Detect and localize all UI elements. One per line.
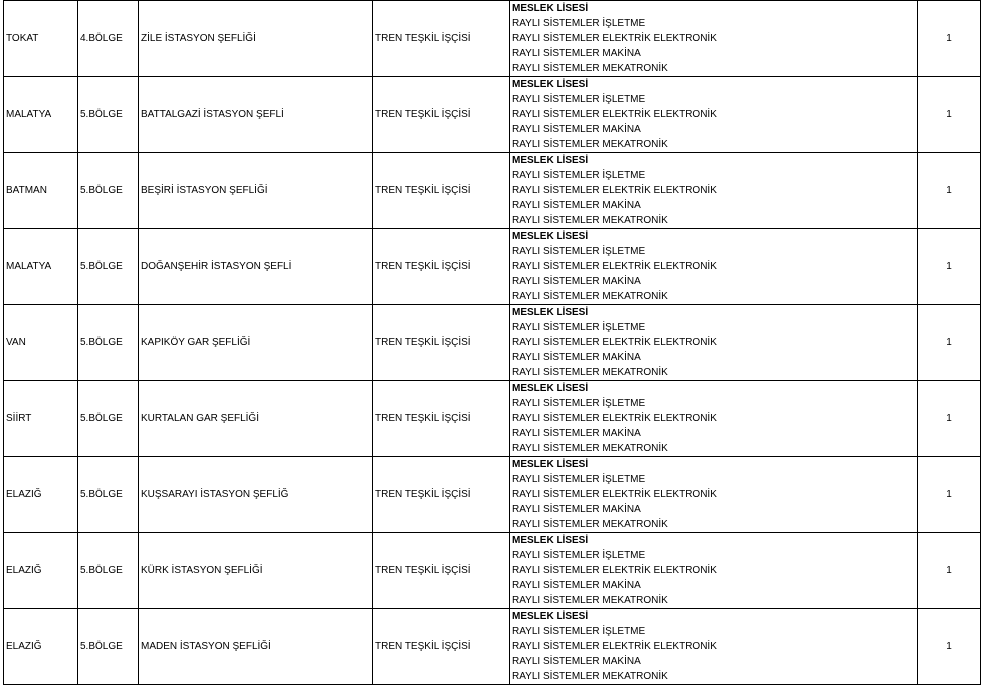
region-cell: 5.BÖLGE: [78, 229, 139, 305]
education-program: RAYLI SİSTEMLER MEKATRONİK: [512, 443, 668, 454]
education-program: RAYLI SİSTEMLER MAKİNA: [512, 428, 641, 439]
education-heading: MESLEK LİSESİ: [512, 535, 589, 546]
table-row: [4, 457, 981, 533]
city-cell: TOKAT: [4, 1, 78, 77]
education-program: RAYLI SİSTEMLER MEKATRONİK: [512, 215, 668, 226]
education-program: RAYLI SİSTEMLER ELEKTRİK ELEKTRONİK: [512, 641, 717, 652]
unit-cell: KÜRK İSTASYON ŞEFLİĞİ: [139, 533, 373, 609]
education-program: RAYLI SİSTEMLER ELEKTRİK ELEKTRONİK: [512, 565, 717, 576]
position-cell: TREN TEŞKİL İŞÇİSİ: [373, 609, 510, 685]
position-cell: TREN TEŞKİL İŞÇİSİ: [373, 1, 510, 77]
education-program: RAYLI SİSTEMLER ELEKTRİK ELEKTRONİK: [512, 261, 717, 272]
education-cell: [510, 305, 918, 381]
city-cell: ELAZIĞ: [4, 609, 78, 685]
city-cell: SİİRT: [4, 381, 78, 457]
job-listing-table: [3, 0, 981, 685]
education-program: RAYLI SİSTEMLER İŞLETME: [512, 626, 646, 637]
table-row: [4, 305, 981, 381]
unit-cell: KURTALAN GAR ŞEFLİĞİ: [139, 381, 373, 457]
education-program: RAYLI SİSTEMLER MAKİNA: [512, 48, 641, 59]
education-program: RAYLI SİSTEMLER MEKATRONİK: [512, 139, 668, 150]
table-row: [4, 77, 981, 153]
education-heading: MESLEK LİSESİ: [512, 231, 589, 242]
education-program: RAYLI SİSTEMLER MEKATRONİK: [512, 63, 668, 74]
region-cell: 5.BÖLGE: [78, 77, 139, 153]
table-row: [4, 1, 981, 77]
education-heading: MESLEK LİSESİ: [512, 383, 589, 394]
city-cell: MALATYA: [4, 229, 78, 305]
education-program: RAYLI SİSTEMLER MAKİNA: [512, 352, 641, 363]
count-cell: 1: [918, 533, 981, 609]
count-cell: 1: [918, 381, 981, 457]
education-cell: [510, 153, 918, 229]
count-cell: 1: [918, 305, 981, 381]
position-cell: TREN TEŞKİL İŞÇİSİ: [373, 533, 510, 609]
education-cell: [510, 1, 918, 77]
unit-cell: ZİLE İSTASYON ŞEFLİĞİ: [139, 1, 373, 77]
education-cell: [510, 229, 918, 305]
region-cell: 5.BÖLGE: [78, 457, 139, 533]
education-program: RAYLI SİSTEMLER MEKATRONİK: [512, 519, 668, 530]
table-row: [4, 153, 981, 229]
education-program: RAYLI SİSTEMLER MEKATRONİK: [512, 671, 668, 682]
region-cell: 5.BÖLGE: [78, 533, 139, 609]
table-row: [4, 229, 981, 305]
education-program: RAYLI SİSTEMLER MAKİNA: [512, 580, 641, 591]
education-heading: MESLEK LİSESİ: [512, 611, 589, 622]
count-cell: 1: [918, 77, 981, 153]
region-cell: 5.BÖLGE: [78, 609, 139, 685]
table-row: [4, 533, 981, 609]
education-program: RAYLI SİSTEMLER MAKİNA: [512, 200, 641, 211]
city-cell: BATMAN: [4, 153, 78, 229]
education-heading: MESLEK LİSESİ: [512, 155, 589, 166]
education-program: RAYLI SİSTEMLER İŞLETME: [512, 322, 646, 333]
education-program: RAYLI SİSTEMLER İŞLETME: [512, 18, 646, 29]
region-cell: 5.BÖLGE: [78, 153, 139, 229]
count-cell: 1: [918, 229, 981, 305]
unit-cell: MADEN İSTASYON ŞEFLİĞİ: [139, 609, 373, 685]
education-heading: MESLEK LİSESİ: [512, 307, 589, 318]
education-cell: [510, 609, 918, 685]
city-cell: ELAZIĞ: [4, 533, 78, 609]
count-cell: 1: [918, 457, 981, 533]
education-program: RAYLI SİSTEMLER ELEKTRİK ELEKTRONİK: [512, 33, 717, 44]
education-program: RAYLI SİSTEMLER ELEKTRİK ELEKTRONİK: [512, 489, 717, 500]
region-cell: 4.BÖLGE: [78, 1, 139, 77]
education-program: RAYLI SİSTEMLER İŞLETME: [512, 246, 646, 257]
count-cell: 1: [918, 609, 981, 685]
education-heading: MESLEK LİSESİ: [512, 79, 589, 90]
education-program: RAYLI SİSTEMLER İŞLETME: [512, 94, 646, 105]
education-program: RAYLI SİSTEMLER MAKİNA: [512, 124, 641, 135]
education-program: RAYLI SİSTEMLER İŞLETME: [512, 398, 646, 409]
education-program: RAYLI SİSTEMLER ELEKTRİK ELEKTRONİK: [512, 413, 717, 424]
education-heading: MESLEK LİSESİ: [512, 459, 589, 470]
position-cell: TREN TEŞKİL İŞÇİSİ: [373, 229, 510, 305]
city-cell: VAN: [4, 305, 78, 381]
table-body: [4, 1, 981, 685]
education-cell: [510, 77, 918, 153]
education-program: RAYLI SİSTEMLER ELEKTRİK ELEKTRONİK: [512, 109, 717, 120]
education-program: RAYLI SİSTEMLER MEKATRONİK: [512, 367, 668, 378]
city-cell: ELAZIĞ: [4, 457, 78, 533]
education-heading: MESLEK LİSESİ: [512, 3, 589, 14]
education-cell: [510, 533, 918, 609]
job-listing-sheet: [3, 0, 980, 685]
education-program: RAYLI SİSTEMLER MEKATRONİK: [512, 291, 668, 302]
position-cell: TREN TEŞKİL İŞÇİSİ: [373, 153, 510, 229]
count-cell: 1: [918, 153, 981, 229]
unit-cell: KAPIKÖY GAR ŞEFLİĞİ: [139, 305, 373, 381]
education-program: RAYLI SİSTEMLER ELEKTRİK ELEKTRONİK: [512, 337, 717, 348]
education-cell: [510, 381, 918, 457]
city-cell: MALATYA: [4, 77, 78, 153]
education-program: RAYLI SİSTEMLER ELEKTRİK ELEKTRONİK: [512, 185, 717, 196]
education-program: RAYLI SİSTEMLER MAKİNA: [512, 656, 641, 667]
table-row: [4, 609, 981, 685]
region-cell: 5.BÖLGE: [78, 381, 139, 457]
position-cell: TREN TEŞKİL İŞÇİSİ: [373, 77, 510, 153]
education-cell: [510, 457, 918, 533]
unit-cell: BEŞİRİ İSTASYON ŞEFLİĞİ: [139, 153, 373, 229]
table-row: [4, 381, 981, 457]
education-program: RAYLI SİSTEMLER İŞLETME: [512, 550, 646, 561]
education-program: RAYLI SİSTEMLER MEKATRONİK: [512, 595, 668, 606]
unit-cell: DOĞANŞEHİR İSTASYON ŞEFLİ: [139, 229, 373, 305]
education-program: RAYLI SİSTEMLER MAKİNA: [512, 276, 641, 287]
position-cell: TREN TEŞKİL İŞÇİSİ: [373, 381, 510, 457]
education-program: RAYLI SİSTEMLER İŞLETME: [512, 170, 646, 181]
count-cell: 1: [918, 1, 981, 77]
position-cell: TREN TEŞKİL İŞÇİSİ: [373, 457, 510, 533]
position-cell: TREN TEŞKİL İŞÇİSİ: [373, 305, 510, 381]
education-program: RAYLI SİSTEMLER İŞLETME: [512, 474, 646, 485]
unit-cell: KUŞSARAYI İSTASYON ŞEFLİĞ: [139, 457, 373, 533]
education-program: RAYLI SİSTEMLER MAKİNA: [512, 504, 641, 515]
region-cell: 5.BÖLGE: [78, 305, 139, 381]
unit-cell: BATTALGAZİ İSTASYON ŞEFLİ: [139, 77, 373, 153]
